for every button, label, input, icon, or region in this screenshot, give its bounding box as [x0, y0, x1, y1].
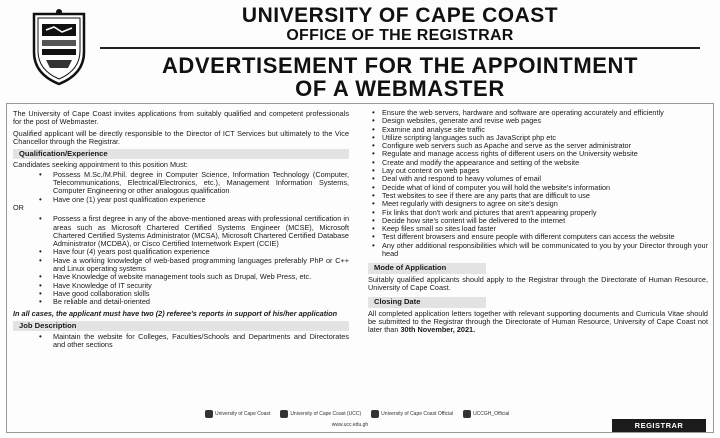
job-description-list	[13, 333, 349, 350]
facebook-icon	[280, 410, 288, 418]
office-title: OFFICE OF THE REGISTRAR	[286, 27, 514, 44]
list-item: • Decide how site's content will be delivered to the internet	[368, 217, 708, 225]
intro-paragraph-2: Qualified applicant will be directly responsible to the Director of ICT Services but ultimately to the Vice Chancellor through the Registrar.	[13, 128, 349, 146]
twitter-icon	[463, 410, 471, 418]
mode-of-application-text: Suitably qualified applicants should apply to the Registrar through the Directorate of Human Resource, University of Cape Coast.	[368, 274, 708, 292]
list-item: • Have four (4) years post qualification experience	[13, 248, 349, 256]
headline-line1: ADVERTISEMENT FOR THE APPOINTMENT	[161, 53, 639, 78]
list-item: • Be reliable and detail-oriented	[13, 298, 349, 306]
list-item: • Possess a first degree in any of the above-mentioned areas with professional certification in areas such as Microsoft Chartered Certified Systems Engineer (MCSE), Microsoft Chartered Certified Systems Administrator (MCSA), Microsoft Chartered Certified Database Administrator (MCDBA), or Cisco Certified Internetwork Expert (CCIE)	[13, 215, 349, 248]
instagram-icon	[371, 410, 379, 418]
list-item: • Have good collaboration skills	[13, 290, 349, 298]
or-separator: OR	[13, 202, 24, 212]
youtube-icon	[205, 410, 213, 418]
university-crest-logo	[28, 8, 90, 86]
header-divider	[100, 47, 700, 49]
social-links	[205, 409, 509, 419]
list-item: • Decide what of kind of computer you will hold the website's information	[368, 184, 708, 192]
registrar-signature-block: REGISTRAR	[612, 419, 706, 432]
list-item: • Deal with and respond to heavy volumes of email	[368, 175, 708, 183]
qualification-heading: Qualification/Experience	[13, 149, 349, 159]
list-item: • Have one (1) year post qualification experience	[13, 196, 349, 204]
closing-date-heading: Closing Date	[368, 297, 486, 307]
qualification-list-1	[13, 171, 349, 204]
social-facebook[interactable]	[280, 410, 361, 418]
list-item: • Lay out content on web pages	[368, 167, 708, 175]
intro-paragraph-1: The University of Cape Coast invites applications from suitably qualified and competent professionals for the post of Webmaster.	[13, 109, 349, 127]
list-item: • Test different browsers and ensure people with different computers can access the website	[368, 233, 708, 241]
social-youtube[interactable]	[205, 410, 270, 418]
website-link[interactable]: www.ucc.edu.gh	[331, 422, 369, 428]
headline-line2: OF A WEBMASTER	[295, 76, 505, 101]
list-item: • Configure web servers such as Apache and serve as the server administrator	[368, 142, 708, 150]
list-item: • Test websites to see if there are any parts that are difficult to use	[368, 192, 708, 200]
social-instagram[interactable]	[371, 410, 453, 418]
referee-note: In all cases, the applicant must have two (2) referee's reports in support of his/her application	[13, 308, 338, 318]
list-item: • Have Knowledge of website management tools such as Drupal, Web Press, etc.	[13, 273, 349, 281]
list-item: • Examine and analyse site traffic	[368, 126, 708, 134]
duties-list	[368, 109, 708, 258]
qualification-list-2	[13, 215, 349, 306]
list-item: • Fix links that don't work and pictures that aren't appearing properly	[368, 209, 708, 217]
list-item: • Ensure the web servers, hardware and software are operating accurately and efficiently	[368, 109, 708, 117]
social-twitter[interactable]	[463, 410, 509, 418]
list-item: • Design websites, generate and revise web pages	[368, 117, 708, 125]
list-item: • Any other additional responsibilities which will be communicated to you by your Director through your head	[368, 242, 708, 259]
list-item: • Keep files small so sites load faster	[368, 225, 708, 233]
social-label: University of Cape Coast	[215, 411, 271, 417]
left-column	[13, 110, 349, 350]
mode-of-application-heading: Mode of Application	[368, 263, 486, 273]
list-item: • Meet regularly with designers to agree on site's design	[368, 200, 708, 208]
list-item: • Maintain the website for Colleges, Faculties/Schools and Departments and Directorates and other sections	[13, 333, 349, 350]
job-description-heading: Job Description	[13, 321, 349, 331]
social-label: University of Cape Coast (UCC)	[290, 411, 362, 417]
right-column	[368, 109, 708, 337]
list-item: • Possess M.Sc./M.Phil. degree in Computer Science, Information Technology (Computer, Telecommunications, Electrical/Electronics, etc.), Management Information Systems, Computer Engineering or other analogous qualification	[13, 171, 349, 196]
closing-date-value: 30th November, 2021.	[400, 325, 476, 335]
closing-date-text	[368, 310, 708, 335]
university-name: UNIVERSITY OF CAPE COAST	[241, 4, 559, 27]
list-item: • Utilize scripting languages such as JavaScript php etc	[368, 134, 708, 142]
social-label: UCCGH_Official	[473, 411, 510, 417]
list-item: • Have Knowledge of IT security	[13, 282, 349, 290]
closing-text: All completed application letters together with relevant supporting documents and Curricula Vitae should be submitted to the Registrar through the Directorate of Human Resource, University of Cape Coast not later than	[368, 308, 708, 335]
list-item: • Regulate and manage access rights of different users on the University website	[368, 150, 708, 158]
social-label: University of Cape Coast Official	[381, 411, 454, 417]
qualification-lead: Candidates seeking appointment to this position Must:	[13, 160, 188, 170]
list-item: • Create and modify the appearance and setting of the website	[368, 159, 708, 167]
list-item: • Have a working knowledge of web-based programming languages preferably PhP or C++ and Linux operating systems	[13, 257, 349, 274]
